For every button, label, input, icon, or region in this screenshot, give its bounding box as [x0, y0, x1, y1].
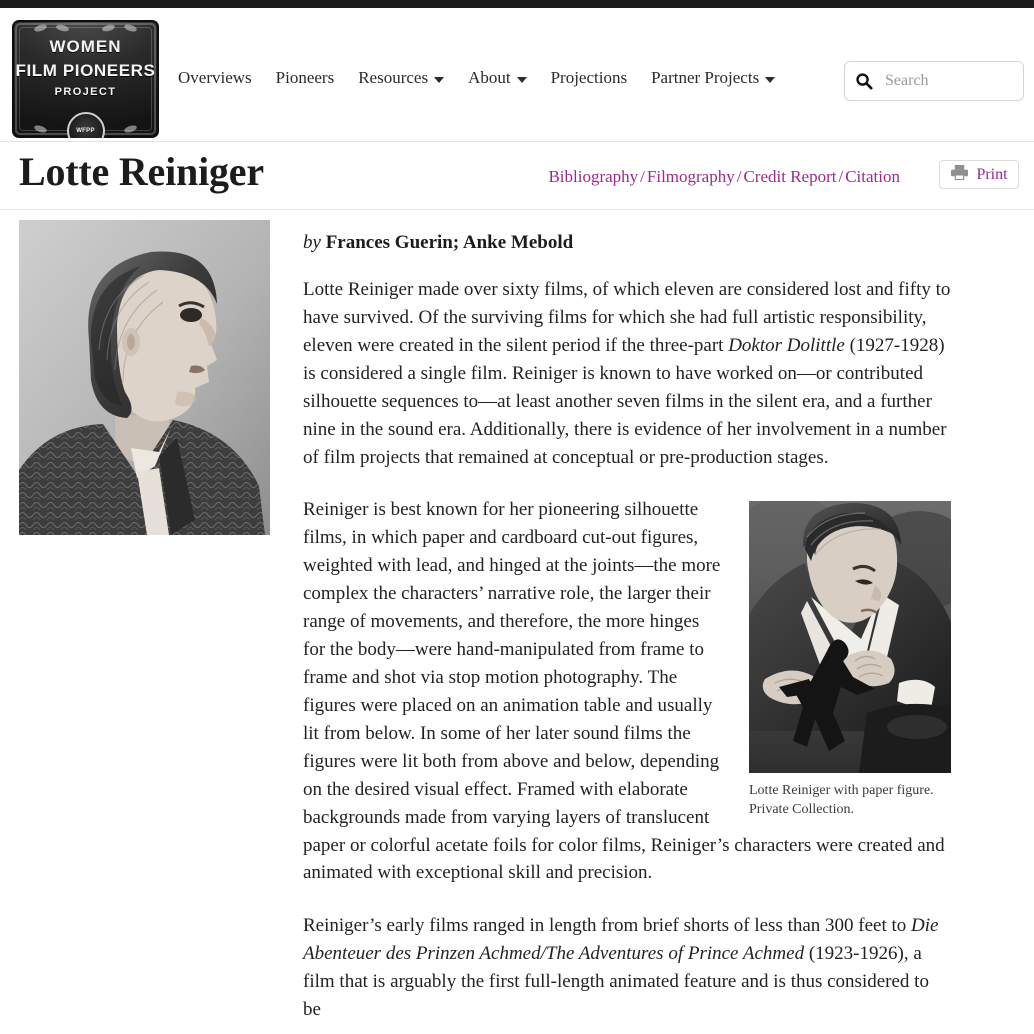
chevron-down-icon: [434, 77, 444, 83]
site-header: [0, 8, 1034, 142]
chevron-down-icon: [765, 77, 775, 83]
search-box[interactable]: [844, 61, 1024, 101]
nav-item-about[interactable]: [468, 68, 527, 88]
link-separator: /: [640, 167, 645, 186]
link-credit-report[interactable]: Credit Report: [743, 167, 837, 186]
nav-item-pioneers[interactable]: [276, 68, 335, 88]
figure-caption-line-2: Private Collection.: [749, 802, 854, 818]
link-separator: /: [838, 167, 844, 186]
italic-title: Die Abenteuer des Prinzen Achmed/The Adventures of Prince Achmed: [303, 915, 939, 965]
top-accent-bar: [0, 0, 1034, 8]
link-bibliography[interactable]: Bibliography: [548, 167, 639, 186]
link-filmography[interactable]: Filmography: [646, 167, 735, 186]
nav-item-partner-projects[interactable]: [651, 68, 775, 88]
nav-item-label: Projections: [550, 68, 628, 87]
nav-item-label: About: [468, 68, 511, 87]
logo-line-2: FILM PIONEERS: [15, 61, 156, 80]
nav-item-label: Overviews: [178, 68, 252, 87]
logo-line-1: WOMEN: [49, 37, 122, 56]
portrait-photo: [19, 220, 270, 535]
nav-item-projections[interactable]: [551, 68, 628, 88]
search-input[interactable]: [883, 71, 1013, 91]
italic-title: Doktor Dolittle: [728, 334, 845, 356]
page-title: Lotte Reiniger: [19, 149, 264, 194]
paragraph-2: Reiniger is best known for her pioneering silhouette films, in which paper and cardboard cut-out figures, weighted with lead, and hinged at the joints—the more complex the characters’ narrative role, the larger their range of movements, and therefore, the more hinges for the body—were hand-manipulated from frame to frame and shot via stop motion photography. The figures were placed on an animation table and usually lit from below. In some of her later sound films the figures were lit both from above and below, depending on the desired visual effect. Framed with elaborate backgrounds made from varying layers of translucent paper or colorful acetate foils for color films, Reiniger’s characters were created and animated with exceptional skill and precision.: [303, 499, 945, 884]
print-button[interactable]: [939, 160, 1019, 189]
link-citation[interactable]: Citation: [845, 167, 900, 186]
main-content: [0, 210, 1034, 1024]
nav-item-label: Resources: [358, 68, 429, 87]
nav-item-label: Pioneers: [275, 68, 335, 87]
byline-authors: Frances Guerin; Anke Mebold: [325, 232, 574, 253]
print-button-label: Print: [976, 165, 1008, 183]
paragraph-1: Lotte Reiniger made over sixty films, of which eleven are considered lost and fifty to have survived. Of the surviving films for which she had full artistic responsibility, eleven were created in the silent period if the three-part Doktor Dolittle (1927-1928) is considered a single film. Reiniger is known to have worked on—or contributed silhouette sequences to—at least another seven films in the silent era, and a further nine in the sound era. Additionally, there is evidence of her involvement in a number of film projects that remained at conceptual or pre-production stages.: [303, 279, 951, 468]
figure-photo: [749, 501, 951, 773]
link-separator: /: [736, 167, 742, 186]
printer-icon: [950, 164, 969, 186]
byline: [303, 232, 951, 254]
page-section-links: [548, 167, 900, 187]
logo-line-3: PROJECT: [54, 86, 117, 98]
nav-item-label: Partner Projects: [651, 68, 760, 87]
logo-seal-text: WFPP: [76, 128, 95, 134]
figure-caption-line-1: Lotte Reiniger with paper figure.: [749, 783, 934, 799]
search-icon: [855, 72, 873, 90]
paragraph-3: Reiniger’s early films ranged in length from brief shorts of less than 300 feet to Die Abenteuer des Prinzen Achmed/The Adventures of Prince Achmed (1923-1926), a film that is arguably the first full-length animated feature and is thus considered to be: [303, 915, 939, 1021]
page-title-bar: [0, 142, 1034, 210]
inline-figure: [749, 501, 951, 820]
article-body: [303, 228, 951, 1024]
byline-prefix: by: [303, 232, 321, 253]
figure-caption: [749, 782, 951, 820]
nav-item-resources[interactable]: [358, 68, 444, 88]
primary-nav: [178, 68, 775, 88]
chevron-down-icon: [517, 77, 527, 83]
nav-item-overviews[interactable]: [178, 68, 252, 88]
site-logo[interactable]: [12, 20, 159, 138]
